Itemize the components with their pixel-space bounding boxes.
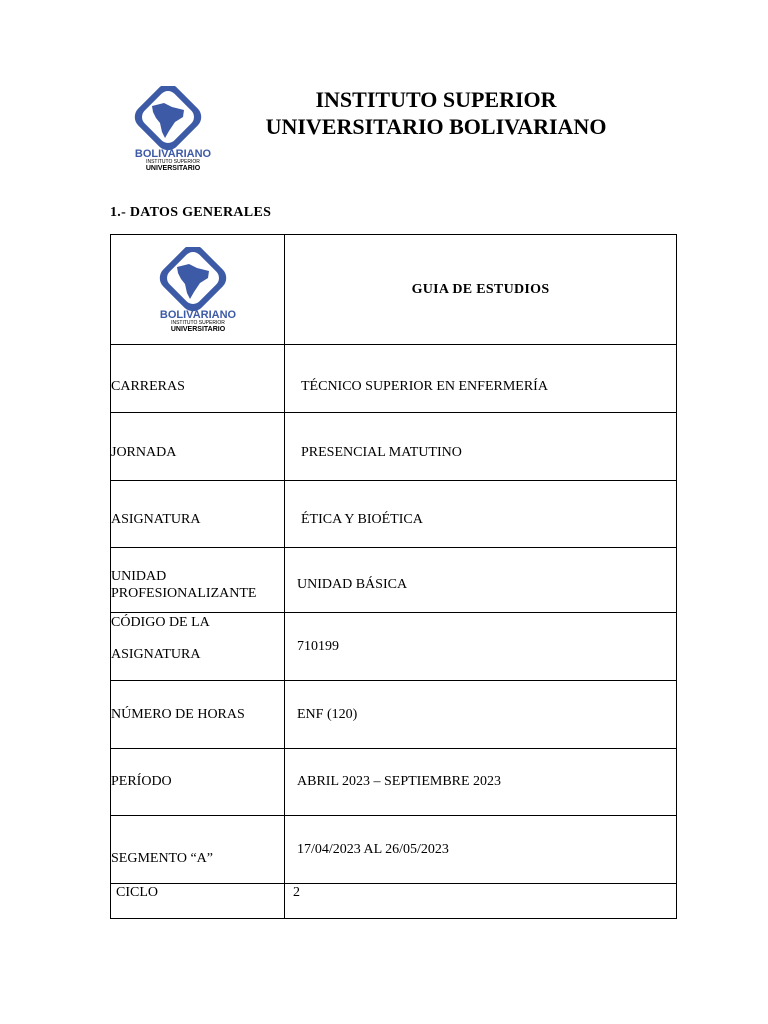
- table-logo-graphic: [137, 247, 259, 333]
- table-header-row: [111, 235, 677, 345]
- row-label: CARRERAS: [111, 345, 285, 413]
- table-row: [111, 884, 677, 919]
- row-label-line-1: UNIDAD: [111, 569, 167, 584]
- table-row: [111, 481, 677, 548]
- table-row: [111, 681, 677, 749]
- row-label: PERÍODO: [111, 749, 285, 816]
- row-value: 710199: [285, 613, 677, 681]
- row-label: JORNADA: [111, 413, 285, 481]
- logo-name: BOLIVARIANO: [134, 148, 212, 160]
- table-logo-cell: [111, 235, 285, 345]
- table-row: [111, 749, 677, 816]
- table-row: [111, 816, 677, 884]
- logo-subtitle-1: INSTITUTO SUPERIOR: [146, 159, 200, 165]
- row-value: ÉTICA Y BIOÉTICA: [285, 481, 677, 548]
- logo-subtitle-2: UNIVERSITARIO: [145, 165, 201, 172]
- row-label: NÚMERO DE HORAS: [111, 681, 285, 749]
- page-title-line-2: UNIVERSITARIO BOLIVARIANO: [265, 114, 607, 139]
- row-label: [111, 613, 285, 681]
- guia-title: GUIA DE ESTUDIOS: [285, 235, 677, 345]
- section-heading: 1.- DATOS GENERALES: [110, 205, 272, 220]
- row-value: 2: [285, 884, 677, 919]
- row-label: ASIGNATURA: [111, 481, 285, 548]
- row-label-line-1: CÓDIGO DE LA: [111, 615, 210, 630]
- table-row: [111, 413, 677, 481]
- datos-generales-table: [110, 234, 677, 919]
- row-value: UNIDAD BÁSICA: [285, 548, 677, 613]
- table-logo-subtitle-2: UNIVERSITARIO: [170, 325, 225, 333]
- page-title-line-1: INSTITUTO SUPERIOR: [315, 87, 557, 112]
- logo-graphic: [112, 86, 234, 172]
- row-label-line-2: PROFESIONALIZANTE: [111, 586, 257, 601]
- row-label: SEGMENTO “A”: [111, 816, 285, 884]
- institute-logo: [112, 86, 234, 172]
- table-logo-subtitle-1: INSTITUTO SUPERIOR: [170, 319, 225, 326]
- row-value: TÉCNICO SUPERIOR EN ENFERMERÍA: [285, 345, 677, 413]
- row-label-line-2: ASIGNATURA: [111, 647, 201, 662]
- table-row: [111, 345, 677, 413]
- row-value: ENF (120): [285, 681, 677, 749]
- table-logo-name: BOLIVARIANO: [159, 308, 236, 321]
- row-value: PRESENCIAL MATUTINO: [285, 413, 677, 481]
- page-title: [230, 86, 642, 140]
- row-label: CICLO: [111, 884, 285, 919]
- row-value: 17/04/2023 AL 26/05/2023: [285, 816, 677, 884]
- table-row: [111, 548, 677, 613]
- row-value: ABRIL 2023 – SEPTIEMBRE 2023: [285, 749, 677, 816]
- row-label: [111, 548, 285, 613]
- table-row: [111, 613, 677, 681]
